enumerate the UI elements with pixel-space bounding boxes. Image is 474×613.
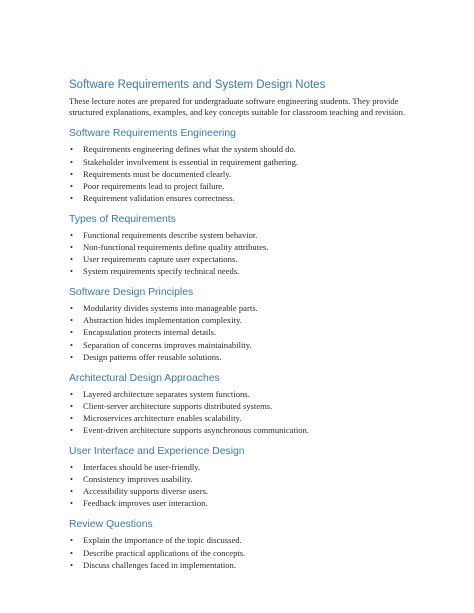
bullet-list (69, 143, 409, 203)
section (69, 372, 409, 436)
bullet-list (69, 229, 409, 277)
bullet-text: Encapsulation protects internal details. (83, 327, 217, 338)
section-heading: Software Requirements Engineering (69, 128, 236, 140)
bullet-icon: • (70, 229, 74, 240)
bullet-item (69, 547, 409, 559)
bullet-text: Design patterns offer reusable solutions. (83, 351, 222, 362)
bullet-icon: • (70, 547, 74, 558)
bullet-icon: • (70, 156, 74, 167)
bullet-item (69, 559, 409, 571)
section (69, 213, 409, 277)
bullet-icon: • (70, 498, 74, 509)
intro-paragraph: These lecture notes are prepared for undergraduate software engineering students. They provide structured explanations, examples, and key concepts suitable for classroom teaching and revision. (69, 96, 406, 118)
bullet-icon: • (70, 462, 74, 473)
bullet-text: Client-server architecture supports distributed systems. (83, 400, 273, 411)
bullet-icon: • (70, 412, 74, 423)
bullet-item (69, 180, 409, 192)
bullet-item (69, 253, 409, 265)
section (69, 518, 409, 570)
bullet-item (69, 192, 409, 204)
bullet-item (69, 339, 409, 351)
section-heading: Review Questions (69, 519, 153, 531)
bullet-text: Abstraction hides implementation complexity. (83, 315, 242, 326)
bullet-item (69, 497, 409, 509)
bullet-item (69, 534, 409, 546)
section-heading: User Interface and Experience Design (69, 446, 245, 458)
bullet-item (69, 314, 409, 326)
bullet-text: Modularity divides systems into manageable parts. (83, 303, 258, 314)
bullet-text: Non-functional requirements define quality attributes. (83, 241, 269, 252)
bullet-text: Interfaces should be user-friendly. (83, 462, 201, 473)
bullet-icon: • (70, 168, 74, 179)
bullet-list (69, 388, 409, 436)
bullet-item (69, 473, 409, 485)
bullet-icon: • (70, 254, 74, 265)
bullet-text: Stakeholder involvement is essential in requirement gathering. (83, 156, 299, 167)
bullet-item (69, 302, 409, 314)
bullet-text: Requirement validation ensures correctness. (83, 192, 235, 203)
bullet-text: Accessibility supports diverse users. (83, 486, 209, 497)
section (69, 127, 409, 203)
bullet-text: Functional requirements describe system behavior. (83, 229, 258, 240)
bullet-icon: • (70, 315, 74, 326)
bullet-list (69, 461, 409, 509)
bullet-item (69, 156, 409, 168)
bullet-item (69, 461, 409, 473)
bullet-icon: • (70, 327, 74, 338)
bullet-icon: • (70, 192, 74, 203)
bullet-text: Describe practical applications of the concepts. (83, 547, 246, 558)
bullet-text: Requirements engineering defines what the system should do. (83, 144, 296, 155)
bullet-text: Explain the importance of the topic discussed. (83, 535, 242, 546)
bullet-icon: • (70, 339, 74, 350)
bullet-item (69, 400, 409, 412)
section-heading: Types of Requirements (69, 213, 176, 225)
bullet-text: Separation of concerns improves maintainability. (83, 339, 252, 350)
bullet-icon: • (70, 559, 74, 570)
bullet-item (69, 241, 409, 253)
bullet-text: Feedback improves user interaction. (83, 498, 208, 509)
bullet-list (69, 534, 409, 570)
bullet-text: Layered architecture separates system functions. (83, 388, 250, 399)
bullet-item (69, 143, 409, 155)
document-title: Software Requirements and System Design Notes (69, 79, 326, 91)
bullet-icon: • (70, 400, 74, 411)
bullet-item (69, 351, 409, 363)
bullet-item (69, 229, 409, 241)
bullet-icon: • (70, 351, 74, 362)
bullet-item (69, 388, 409, 400)
bullet-item (69, 265, 409, 277)
bullet-icon: • (70, 388, 74, 399)
bullet-icon: • (70, 180, 74, 191)
bullet-text: Requirements must be documented clearly. (83, 168, 232, 179)
bullet-icon: • (70, 303, 74, 314)
bullet-icon: • (70, 474, 74, 485)
bullet-item (69, 326, 409, 338)
bullet-icon: • (70, 266, 74, 277)
bullet-item (69, 412, 409, 424)
bullet-item (69, 168, 409, 180)
bullet-text: User requirements capture user expectations. (83, 254, 238, 265)
bullet-text: Consistency improves usability. (83, 474, 193, 485)
bullet-icon: • (70, 241, 74, 252)
section (69, 445, 409, 509)
section-heading: Software Design Principles (69, 287, 194, 299)
bullet-text: Discuss challenges faced in implementation. (83, 559, 236, 570)
bullet-item (69, 424, 409, 436)
bullet-text: Poor requirements lead to project failure. (83, 180, 225, 191)
section-heading: Architectural Design Approaches (69, 372, 220, 384)
document-page (69, 78, 409, 571)
section (69, 286, 409, 362)
bullet-text: Event-driven architecture supports asynchronous communication. (83, 425, 309, 435)
bullet-icon: • (70, 535, 74, 546)
bullet-icon: • (70, 144, 74, 155)
bullet-text: Microservices architecture enables scalability. (83, 412, 242, 423)
bullet-item (69, 485, 409, 497)
bullet-icon: • (70, 425, 74, 435)
bullet-text: System requirements specify technical needs. (83, 266, 240, 277)
bullet-list (69, 302, 409, 362)
bullet-icon: • (70, 486, 74, 497)
